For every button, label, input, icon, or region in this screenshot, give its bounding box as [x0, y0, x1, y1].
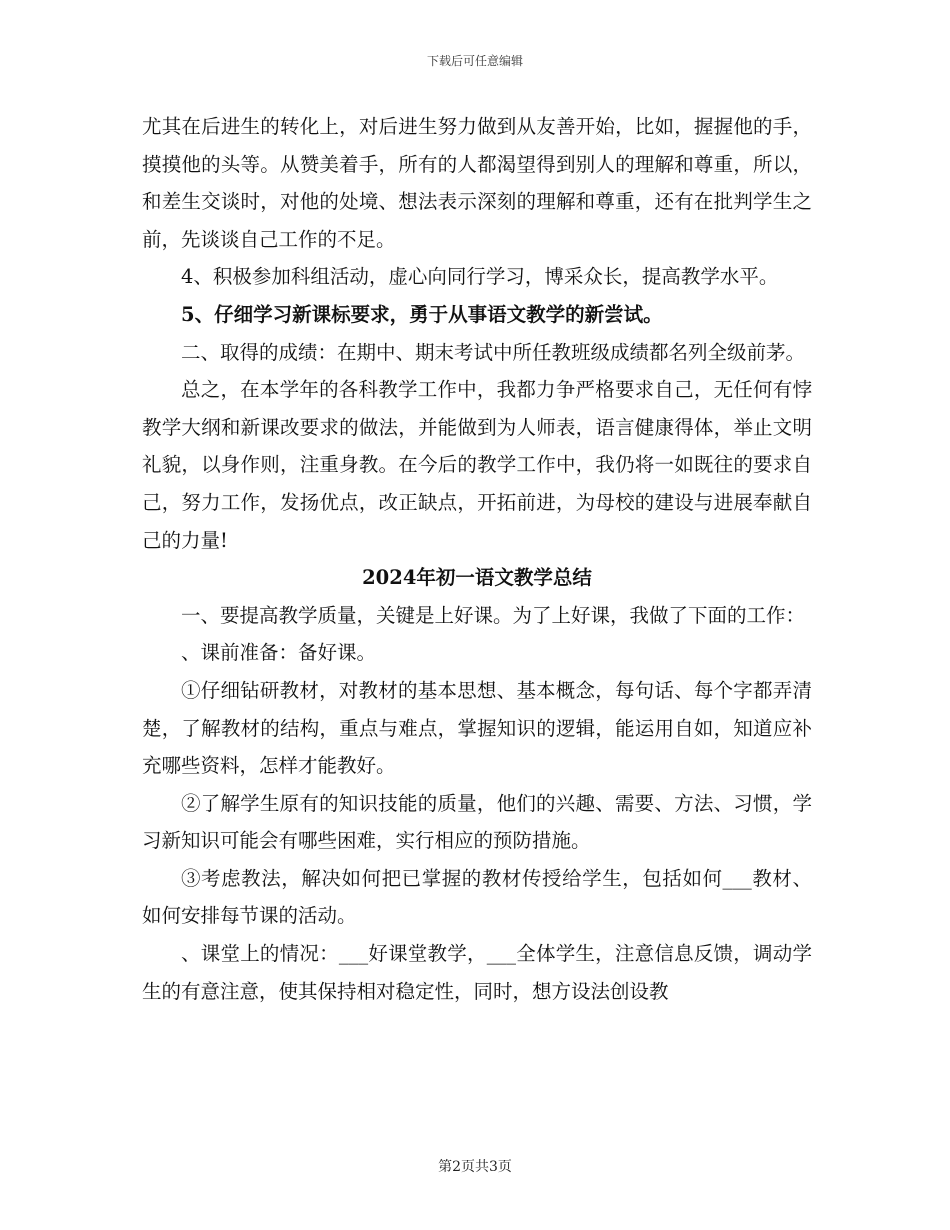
paragraph-item-5: 5、仔细学习新课标要求，勇于从事语文教学的新尝试。 [181, 302, 663, 326]
paragraph-point-2: ②了解学生原有的知识技能的质量，他们的兴趣、需要、方法、习惯，学习新知识可能会有哪些困难，实行相应的预防措施。 [142, 791, 812, 853]
paragraph-section-one: 一、要提高教学质量，关键是上好课。为了上好课，我做了下面的工作： [181, 603, 806, 627]
page-footer: 第2页共3页 [438, 1159, 512, 1175]
paragraph-conclusion: 总之，在本学年的各科教学工作中，我都力争严格要求自己，无任何有悖教学大纲和新课改要求的做法，并能做到为人师表，语言健康得体，举止文明礼貌，以身作则，注重身教。在今后的教学工作中，我仍将一如既往的要求自己，努力工作，发扬优点，改正缺点，开拓前进，为母校的建设与进展奉献自己的力量! [142, 378, 812, 552]
page-header: 下载后可任意编辑 [426, 54, 523, 68]
paragraph-continuation: 尤其在后进生的转化上，对后进生努力做到从友善开始，比如，握握他的手，摸摸他的头等。从赞美着手，所有的人都渴望得到别人的理解和尊重，所以，和差生交谈时，对他的处境、想法表示深刻的理解和尊重，还有在批判学生之前，先谈谈自己工作的不足。 [142, 115, 812, 251]
paragraph-preparation: 、课前准备：备好课。 [181, 641, 377, 665]
document-body [142, 108, 812, 1010]
paragraph-achievements: 二、取得的成绩：在期中、期末考试中所任教班级成绩都名列全级前茅。 [181, 340, 806, 364]
paragraph-classroom: 、课堂上的情况：___好课堂教学，___全体学生，注意信息反馈，调动学生的有意注意，使其保持相对稳定性，同时，想方设法创设教 [142, 942, 812, 1003]
paragraph-point-3: ③考虑教法，解决如何把已掌握的教材传授给学生，包括如何___教材、如何安排每节课的活动。 [142, 866, 812, 928]
paragraph-item-4: 4、积极参加科组活动，虚心向同行学习，博采众长，提高教学水平。 [181, 265, 779, 289]
paragraph-point-1: ①仔细钻研教材，对教材的基本思想、基本概念，每句话、每个字都弄清楚，了解教材的结构，重点与难点，掌握知识的逻辑，能运用自如，知道应补充哪些资料，怎样才能教好。 [142, 678, 812, 778]
section-title: 2024年初一语文教学总结 [362, 566, 592, 590]
